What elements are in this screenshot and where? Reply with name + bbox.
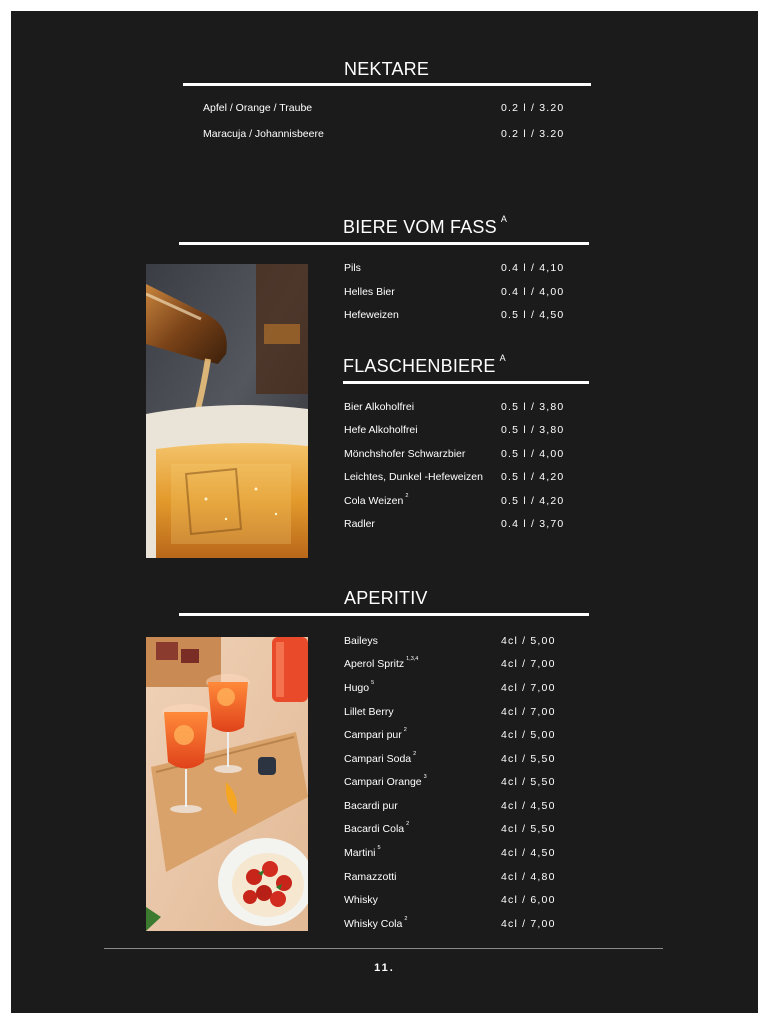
menu-item-name: Apfel / Orange / Traube: [203, 102, 313, 114]
menu-item-price: 0.4 l / 3,70: [501, 518, 565, 530]
menu-item-price: 0.5 l / 4,20: [501, 495, 565, 507]
menu-item-price: 0.4 l / 4,10: [501, 262, 565, 274]
aperitif-drinks-photo: [146, 637, 308, 931]
menu-item-name: Pils: [344, 262, 361, 274]
menu-item-price: 4cl / 7,00: [501, 658, 556, 670]
menu-item-name: Campari pur $^2$: [344, 726, 407, 741]
menu-item-price: 0.5 l / 3,80: [501, 424, 565, 436]
menu-item-name: Leichtes, Dunkel -Hefeweizen: [344, 471, 483, 483]
beer-pouring-photo: [146, 264, 308, 558]
menu-item-name: Whisky Cola $^2$: [344, 915, 408, 930]
menu-page: [11, 11, 758, 1013]
section-title-flaschenbiere: FLASCHENBIERE $^A$: [343, 353, 506, 376]
menu-item-price: 4cl / 5,00: [501, 729, 556, 741]
menu-item-price: 4cl / 5,50: [501, 753, 556, 765]
menu-item-price: 0.5 l / 4,50: [501, 309, 565, 321]
menu-item-name: Helles Bier: [344, 286, 395, 298]
menu-item-name: Campari Soda $^2$: [344, 750, 417, 765]
footer-divider: [104, 948, 663, 949]
menu-item-name: Ramazzotti: [344, 871, 397, 883]
menu-item-price: 4cl / 7,00: [501, 918, 556, 930]
section-rule-biere-vom-fass: [179, 242, 589, 245]
menu-item-price: 0.5 l / 4,20: [501, 471, 565, 483]
menu-item-name: Bacardi Cola $^2$: [344, 820, 410, 835]
menu-item-name: Aperol Spritz $^{1,3,4}$: [344, 655, 419, 670]
menu-item-name: Mönchshofer Schwarzbier: [344, 448, 466, 460]
menu-item-name: Campari Orange $^3$: [344, 773, 427, 788]
section-title-nektare: NEKTARE: [344, 59, 430, 79]
menu-item-name: Baileys: [344, 635, 378, 647]
menu-item-price: 0.5 l / 3,80: [501, 401, 565, 413]
menu-item-name: Cola Weizen $^2$: [344, 492, 409, 507]
menu-item-name: Hefeweizen: [344, 309, 399, 321]
menu-item-name: Bier Alkoholfrei: [344, 401, 415, 413]
menu-item-price: 0.2 l / 3.20: [501, 102, 565, 114]
section-title-aperitiv: APERITIV: [344, 588, 428, 608]
section-title-biere-vom-fass: BIERE VOM FASS $^A$: [343, 214, 508, 237]
menu-item-name: Martini $^5$: [344, 844, 381, 859]
menu-item-price: 0.4 l / 4,00: [501, 286, 565, 298]
menu-item-name: Whisky: [344, 894, 378, 906]
menu-item-name: Hugo $^5$: [344, 679, 375, 694]
page-number: 11.: [374, 962, 395, 974]
section-rule-aperitiv: [179, 613, 589, 616]
menu-item-name: Bacardi pur: [344, 800, 398, 812]
menu-item-price: 4cl / 5,00: [501, 635, 556, 647]
menu-item-price: 0.5 l / 4,00: [501, 448, 565, 460]
menu-item-price: 4cl / 7,00: [501, 682, 556, 694]
menu-item-price: 0.2 l / 3.20: [501, 128, 565, 140]
menu-item-name: Maracuja / Johannisbeere: [203, 128, 324, 140]
menu-item-price: 4cl / 5,50: [501, 823, 556, 835]
menu-item-price: 4cl / 4,50: [501, 847, 556, 859]
menu-item-price: 4cl / 6,00: [501, 894, 556, 906]
section-rule-nektare: [183, 83, 591, 86]
section-rule-flaschenbiere: [343, 381, 589, 384]
menu-item-price: 4cl / 7,00: [501, 706, 556, 718]
menu-item-name: Radler: [344, 518, 375, 530]
menu-item-name: Lillet Berry: [344, 706, 394, 718]
menu-item-price: 4cl / 4,80: [501, 871, 556, 883]
menu-item-price: 4cl / 5,50: [501, 776, 556, 788]
menu-item-name: Hefe Alkoholfrei: [344, 424, 418, 436]
menu-item-price: 4cl / 4,50: [501, 800, 556, 812]
